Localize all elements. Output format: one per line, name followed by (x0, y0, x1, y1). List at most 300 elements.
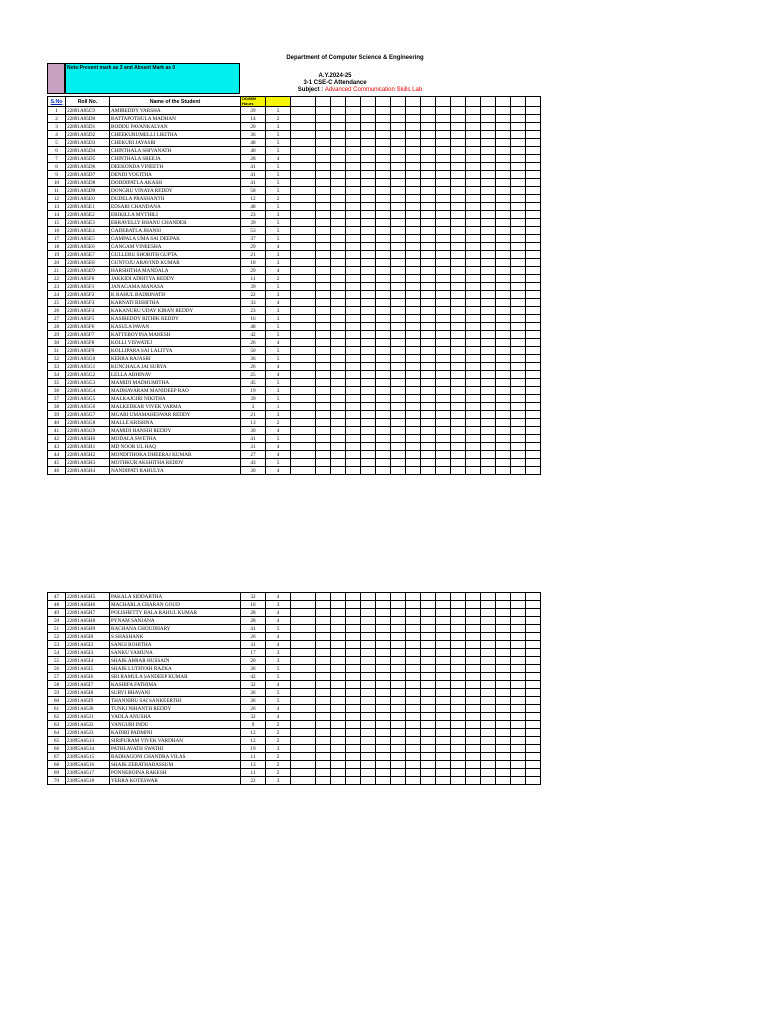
attendance-cell[interactable] (346, 745, 361, 753)
attendance-cell[interactable] (406, 665, 421, 673)
attendance-cell[interactable] (376, 219, 391, 227)
attendance-cell[interactable] (346, 195, 361, 203)
attendance-cell[interactable] (391, 219, 406, 227)
attendance-cell[interactable] (376, 427, 391, 435)
attendance-cell[interactable] (291, 649, 316, 657)
attendance-cell[interactable] (421, 339, 436, 347)
attendance-cell[interactable] (391, 649, 406, 657)
attendance-cell[interactable] (346, 395, 361, 403)
attendance-cell[interactable] (436, 275, 451, 283)
attendance-cell[interactable] (346, 283, 361, 291)
attendance-cell[interactable] (526, 761, 541, 769)
attendance-cell[interactable] (391, 131, 406, 139)
attendance-cell[interactable] (406, 155, 421, 163)
attendance-cell[interactable] (316, 203, 331, 211)
attendance-cell[interactable] (421, 275, 436, 283)
attendance-cell[interactable] (496, 657, 511, 665)
attendance-cell[interactable] (361, 601, 376, 609)
attendance-cell[interactable] (526, 291, 541, 299)
attendance-cell[interactable] (511, 275, 526, 283)
attendance-cell[interactable] (451, 163, 466, 171)
attendance-cell[interactable] (466, 451, 481, 459)
attendance-cell[interactable] (406, 411, 421, 419)
attendance-cell[interactable] (511, 649, 526, 657)
attendance-cell[interactable] (346, 139, 361, 147)
attendance-cell[interactable] (481, 267, 496, 275)
attendance-cell[interactable] (376, 601, 391, 609)
attendance-cell[interactable] (436, 371, 451, 379)
attendance-cell[interactable] (331, 115, 346, 123)
attendance-cell[interactable] (331, 673, 346, 681)
attendance-cell[interactable] (376, 609, 391, 617)
attendance-cell[interactable] (391, 729, 406, 737)
attendance-cell[interactable] (376, 697, 391, 705)
attendance-cell[interactable] (361, 299, 376, 307)
attendance-cell[interactable] (496, 467, 511, 475)
attendance-cell[interactable] (376, 665, 391, 673)
attendance-cell[interactable] (391, 179, 406, 187)
attendance-cell[interactable] (511, 347, 526, 355)
attendance-cell[interactable] (316, 299, 331, 307)
attendance-cell[interactable] (466, 147, 481, 155)
attendance-cell[interactable] (346, 617, 361, 625)
attendance-cell[interactable] (511, 187, 526, 195)
attendance-cell[interactable] (406, 753, 421, 761)
attendance-cell[interactable] (481, 745, 496, 753)
attendance-cell[interactable] (316, 713, 331, 721)
attendance-cell[interactable] (331, 737, 346, 745)
attendance-cell[interactable] (331, 379, 346, 387)
attendance-cell[interactable] (451, 139, 466, 147)
attendance-cell[interactable] (481, 451, 496, 459)
attendance-cell[interactable] (391, 617, 406, 625)
attendance-cell[interactable] (511, 443, 526, 451)
attendance-cell[interactable] (346, 131, 361, 139)
attendance-cell[interactable] (291, 379, 316, 387)
attendance-cell[interactable] (526, 179, 541, 187)
attendance-cell[interactable] (361, 179, 376, 187)
attendance-cell[interactable] (346, 347, 361, 355)
attendance-cell[interactable] (316, 467, 331, 475)
attendance-cell[interactable] (391, 339, 406, 347)
attendance-cell[interactable] (346, 307, 361, 315)
attendance-cell[interactable] (316, 729, 331, 737)
attendance-cell[interactable] (466, 459, 481, 467)
attendance-cell[interactable] (466, 155, 481, 163)
attendance-cell[interactable] (406, 609, 421, 617)
attendance-cell[interactable] (451, 187, 466, 195)
attendance-cell[interactable] (436, 459, 451, 467)
attendance-cell[interactable] (466, 307, 481, 315)
attendance-cell[interactable] (346, 665, 361, 673)
attendance-cell[interactable] (291, 251, 316, 259)
attendance-cell[interactable] (526, 467, 541, 475)
attendance-cell[interactable] (346, 681, 361, 689)
attendance-cell[interactable] (436, 211, 451, 219)
attendance-cell[interactable] (331, 163, 346, 171)
attendance-cell[interactable] (316, 625, 331, 633)
attendance-cell[interactable] (406, 641, 421, 649)
attendance-cell[interactable] (436, 593, 451, 601)
attendance-cell[interactable] (391, 395, 406, 403)
attendance-cell[interactable] (511, 163, 526, 171)
attendance-cell[interactable] (436, 163, 451, 171)
attendance-cell[interactable] (421, 147, 436, 155)
attendance-cell[interactable] (346, 601, 361, 609)
attendance-cell[interactable] (331, 243, 346, 251)
attendance-cell[interactable] (466, 427, 481, 435)
attendance-cell[interactable] (511, 155, 526, 163)
attendance-cell[interactable] (346, 387, 361, 395)
attendance-cell[interactable] (361, 347, 376, 355)
attendance-cell[interactable] (376, 411, 391, 419)
attendance-cell[interactable] (451, 713, 466, 721)
attendance-cell[interactable] (391, 601, 406, 609)
attendance-cell[interactable] (436, 363, 451, 371)
attendance-cell[interactable] (496, 411, 511, 419)
attendance-cell[interactable] (496, 339, 511, 347)
attendance-cell[interactable] (466, 131, 481, 139)
attendance-cell[interactable] (291, 275, 316, 283)
attendance-cell[interactable] (436, 171, 451, 179)
attendance-cell[interactable] (511, 331, 526, 339)
attendance-cell[interactable] (421, 713, 436, 721)
attendance-cell[interactable] (466, 649, 481, 657)
attendance-cell[interactable] (331, 625, 346, 633)
attendance-cell[interactable] (481, 243, 496, 251)
attendance-cell[interactable] (511, 705, 526, 713)
attendance-cell[interactable] (376, 171, 391, 179)
attendance-cell[interactable] (361, 139, 376, 147)
attendance-cell[interactable] (526, 339, 541, 347)
attendance-cell[interactable] (481, 163, 496, 171)
attendance-cell[interactable] (316, 435, 331, 443)
attendance-cell[interactable] (466, 259, 481, 267)
attendance-cell[interactable] (511, 371, 526, 379)
attendance-cell[interactable] (346, 673, 361, 681)
attendance-cell[interactable] (406, 379, 421, 387)
attendance-cell[interactable] (421, 451, 436, 459)
attendance-cell[interactable] (436, 443, 451, 451)
attendance-cell[interactable] (291, 179, 316, 187)
attendance-cell[interactable] (436, 705, 451, 713)
attendance-cell[interactable] (361, 395, 376, 403)
attendance-cell[interactable] (346, 315, 361, 323)
attendance-cell[interactable] (391, 705, 406, 713)
attendance-cell[interactable] (481, 419, 496, 427)
attendance-cell[interactable] (451, 195, 466, 203)
attendance-cell[interactable] (406, 371, 421, 379)
attendance-cell[interactable] (481, 147, 496, 155)
attendance-cell[interactable] (406, 283, 421, 291)
attendance-cell[interactable] (316, 705, 331, 713)
attendance-cell[interactable] (361, 665, 376, 673)
attendance-cell[interactable] (451, 427, 466, 435)
attendance-cell[interactable] (421, 315, 436, 323)
attendance-cell[interactable] (391, 203, 406, 211)
attendance-cell[interactable] (406, 689, 421, 697)
attendance-cell[interactable] (361, 435, 376, 443)
attendance-cell[interactable] (526, 307, 541, 315)
attendance-cell[interactable] (331, 291, 346, 299)
attendance-cell[interactable] (436, 697, 451, 705)
attendance-cell[interactable] (391, 187, 406, 195)
attendance-cell[interactable] (291, 139, 316, 147)
attendance-cell[interactable] (496, 427, 511, 435)
attendance-cell[interactable] (526, 753, 541, 761)
attendance-cell[interactable] (406, 459, 421, 467)
attendance-cell[interactable] (466, 219, 481, 227)
attendance-cell[interactable] (406, 323, 421, 331)
attendance-cell[interactable] (331, 275, 346, 283)
attendance-cell[interactable] (466, 179, 481, 187)
attendance-cell[interactable] (511, 721, 526, 729)
attendance-cell[interactable] (526, 395, 541, 403)
attendance-cell[interactable] (331, 689, 346, 697)
attendance-cell[interactable] (421, 601, 436, 609)
attendance-cell[interactable] (316, 195, 331, 203)
attendance-cell[interactable] (451, 641, 466, 649)
attendance-cell[interactable] (511, 123, 526, 131)
attendance-cell[interactable] (406, 107, 421, 115)
attendance-cell[interactable] (496, 195, 511, 203)
attendance-cell[interactable] (376, 123, 391, 131)
attendance-cell[interactable] (391, 171, 406, 179)
attendance-cell[interactable] (421, 259, 436, 267)
attendance-cell[interactable] (331, 403, 346, 411)
attendance-cell[interactable] (451, 761, 466, 769)
attendance-cell[interactable] (316, 395, 331, 403)
attendance-cell[interactable] (361, 147, 376, 155)
attendance-cell[interactable] (361, 681, 376, 689)
attendance-cell[interactable] (511, 673, 526, 681)
attendance-cell[interactable] (361, 737, 376, 745)
attendance-cell[interactable] (391, 467, 406, 475)
attendance-cell[interactable] (496, 689, 511, 697)
attendance-cell[interactable] (421, 155, 436, 163)
attendance-cell[interactable] (436, 745, 451, 753)
attendance-cell[interactable] (436, 131, 451, 139)
attendance-cell[interactable] (451, 395, 466, 403)
attendance-cell[interactable] (361, 195, 376, 203)
attendance-cell[interactable] (451, 339, 466, 347)
attendance-cell[interactable] (391, 721, 406, 729)
attendance-cell[interactable] (436, 291, 451, 299)
attendance-cell[interactable] (421, 179, 436, 187)
attendance-cell[interactable] (346, 379, 361, 387)
attendance-cell[interactable] (526, 641, 541, 649)
attendance-cell[interactable] (291, 107, 316, 115)
attendance-cell[interactable] (331, 443, 346, 451)
attendance-cell[interactable] (481, 123, 496, 131)
attendance-cell[interactable] (436, 761, 451, 769)
attendance-cell[interactable] (511, 601, 526, 609)
attendance-cell[interactable] (436, 609, 451, 617)
attendance-cell[interactable] (406, 115, 421, 123)
attendance-cell[interactable] (526, 147, 541, 155)
attendance-cell[interactable] (526, 243, 541, 251)
attendance-cell[interactable] (316, 609, 331, 617)
attendance-cell[interactable] (376, 379, 391, 387)
attendance-cell[interactable] (496, 649, 511, 657)
attendance-cell[interactable] (526, 115, 541, 123)
attendance-cell[interactable] (436, 307, 451, 315)
attendance-cell[interactable] (466, 729, 481, 737)
attendance-cell[interactable] (346, 649, 361, 657)
attendance-cell[interactable] (346, 331, 361, 339)
attendance-cell[interactable] (391, 403, 406, 411)
attendance-cell[interactable] (511, 211, 526, 219)
attendance-cell[interactable] (451, 777, 466, 785)
attendance-cell[interactable] (496, 681, 511, 689)
attendance-cell[interactable] (451, 267, 466, 275)
attendance-cell[interactable] (361, 419, 376, 427)
attendance-cell[interactable] (511, 427, 526, 435)
attendance-cell[interactable] (496, 601, 511, 609)
attendance-cell[interactable] (361, 411, 376, 419)
attendance-cell[interactable] (421, 187, 436, 195)
attendance-cell[interactable] (436, 601, 451, 609)
attendance-cell[interactable] (436, 657, 451, 665)
attendance-cell[interactable] (481, 195, 496, 203)
attendance-cell[interactable] (406, 737, 421, 745)
attendance-cell[interactable] (466, 633, 481, 641)
attendance-cell[interactable] (346, 371, 361, 379)
attendance-cell[interactable] (421, 347, 436, 355)
attendance-cell[interactable] (496, 203, 511, 211)
attendance-cell[interactable] (526, 737, 541, 745)
attendance-cell[interactable] (376, 395, 391, 403)
attendance-cell[interactable] (346, 657, 361, 665)
attendance-cell[interactable] (376, 467, 391, 475)
attendance-cell[interactable] (346, 147, 361, 155)
attendance-cell[interactable] (526, 155, 541, 163)
attendance-cell[interactable] (466, 363, 481, 371)
attendance-cell[interactable] (496, 443, 511, 451)
attendance-cell[interactable] (406, 673, 421, 681)
attendance-cell[interactable] (376, 307, 391, 315)
attendance-cell[interactable] (496, 187, 511, 195)
attendance-cell[interactable] (346, 459, 361, 467)
attendance-cell[interactable] (346, 115, 361, 123)
attendance-cell[interactable] (376, 339, 391, 347)
attendance-cell[interactable] (436, 379, 451, 387)
attendance-cell[interactable] (316, 323, 331, 331)
attendance-cell[interactable] (526, 275, 541, 283)
attendance-cell[interactable] (406, 339, 421, 347)
attendance-cell[interactable] (406, 147, 421, 155)
attendance-cell[interactable] (466, 769, 481, 777)
attendance-cell[interactable] (291, 123, 316, 131)
attendance-cell[interactable] (436, 617, 451, 625)
attendance-cell[interactable] (496, 777, 511, 785)
attendance-cell[interactable] (376, 283, 391, 291)
attendance-cell[interactable] (331, 299, 346, 307)
attendance-cell[interactable] (421, 689, 436, 697)
attendance-cell[interactable] (496, 275, 511, 283)
attendance-cell[interactable] (361, 649, 376, 657)
attendance-cell[interactable] (421, 697, 436, 705)
attendance-cell[interactable] (466, 403, 481, 411)
attendance-cell[interactable] (481, 427, 496, 435)
attendance-cell[interactable] (436, 649, 451, 657)
attendance-cell[interactable] (496, 107, 511, 115)
attendance-cell[interactable] (511, 769, 526, 777)
attendance-cell[interactable] (436, 195, 451, 203)
attendance-cell[interactable] (421, 323, 436, 331)
attendance-cell[interactable] (316, 235, 331, 243)
attendance-cell[interactable] (291, 705, 316, 713)
attendance-cell[interactable] (421, 371, 436, 379)
attendance-cell[interactable] (511, 315, 526, 323)
attendance-cell[interactable] (331, 467, 346, 475)
attendance-cell[interactable] (391, 211, 406, 219)
attendance-cell[interactable] (376, 593, 391, 601)
attendance-cell[interactable] (526, 459, 541, 467)
attendance-cell[interactable] (361, 275, 376, 283)
attendance-cell[interactable] (481, 641, 496, 649)
attendance-cell[interactable] (526, 745, 541, 753)
attendance-cell[interactable] (496, 323, 511, 331)
attendance-cell[interactable] (481, 227, 496, 235)
attendance-cell[interactable] (421, 745, 436, 753)
attendance-cell[interactable] (526, 769, 541, 777)
attendance-cell[interactable] (526, 665, 541, 673)
attendance-cell[interactable] (436, 777, 451, 785)
attendance-cell[interactable] (511, 131, 526, 139)
attendance-cell[interactable] (331, 601, 346, 609)
attendance-cell[interactable] (526, 435, 541, 443)
attendance-cell[interactable] (291, 435, 316, 443)
attendance-cell[interactable] (331, 123, 346, 131)
attendance-cell[interactable] (466, 203, 481, 211)
attendance-cell[interactable] (376, 331, 391, 339)
attendance-cell[interactable] (406, 593, 421, 601)
attendance-cell[interactable] (316, 171, 331, 179)
attendance-cell[interactable] (481, 435, 496, 443)
attendance-cell[interactable] (436, 147, 451, 155)
attendance-cell[interactable] (466, 123, 481, 131)
attendance-cell[interactable] (291, 721, 316, 729)
attendance-cell[interactable] (451, 721, 466, 729)
attendance-cell[interactable] (436, 729, 451, 737)
attendance-cell[interactable] (331, 331, 346, 339)
attendance-cell[interactable] (451, 617, 466, 625)
attendance-cell[interactable] (361, 155, 376, 163)
attendance-cell[interactable] (331, 211, 346, 219)
attendance-cell[interactable] (436, 689, 451, 697)
attendance-cell[interactable] (481, 379, 496, 387)
attendance-cell[interactable] (291, 387, 316, 395)
attendance-cell[interactable] (511, 467, 526, 475)
attendance-cell[interactable] (466, 291, 481, 299)
attendance-cell[interactable] (346, 155, 361, 163)
attendance-cell[interactable] (346, 219, 361, 227)
attendance-cell[interactable] (451, 633, 466, 641)
attendance-cell[interactable] (346, 291, 361, 299)
attendance-cell[interactable] (361, 593, 376, 601)
attendance-cell[interactable] (481, 371, 496, 379)
attendance-cell[interactable] (526, 593, 541, 601)
attendance-cell[interactable] (291, 737, 316, 745)
attendance-cell[interactable] (421, 609, 436, 617)
attendance-cell[interactable] (291, 187, 316, 195)
attendance-cell[interactable] (451, 363, 466, 371)
attendance-cell[interactable] (291, 411, 316, 419)
attendance-cell[interactable] (511, 633, 526, 641)
attendance-cell[interactable] (291, 729, 316, 737)
attendance-cell[interactable] (466, 665, 481, 673)
